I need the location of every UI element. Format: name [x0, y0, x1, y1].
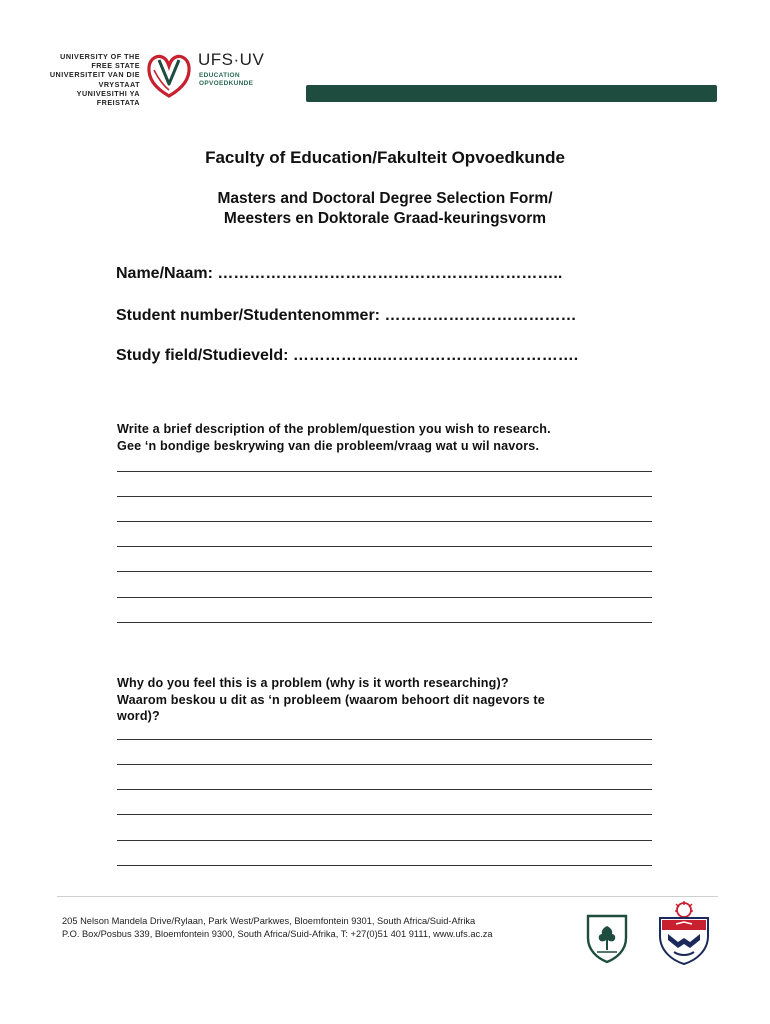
form-title-afrikaans: Meesters en Doktorale Graad-keuringsvorm: [223, 210, 547, 227]
question-2-afrikaans: Waarom beskou u dit as ‘n probleem (waarom behoort dit nagevors te: [117, 692, 545, 707]
question-2-afrikaans-cont: word)?: [117, 709, 160, 723]
university-name-line: UNIVERSITEIT VAN DIE: [49, 70, 140, 80]
answer-line-q2[interactable]: [117, 840, 652, 841]
answer-line-q1[interactable]: [117, 521, 652, 522]
university-name-line: UNIVERSITY OF THE: [60, 52, 140, 61]
brand-subtitle-education: EDUCATION: [199, 72, 240, 79]
question-2: [117, 675, 657, 725]
answer-line-q2[interactable]: [117, 739, 652, 740]
answer-line-q2[interactable]: [117, 814, 652, 815]
university-name-line: FREISTATA: [96, 98, 140, 108]
university-name-line: YUNIVESITHI YA: [76, 88, 140, 98]
university-name: [40, 52, 140, 107]
footer-address-line-2: P.O. Box/Posbus 339, Bloemfontein 9300, South Africa/Suid-Afrika, T: +27(0)51 401 9111, www.ufs.ac.za: [62, 929, 493, 939]
answer-line-q2[interactable]: [117, 764, 652, 765]
question-1-english: Write a brief description of the problem/question you wish to research.: [117, 422, 551, 436]
footer-divider: [57, 896, 718, 897]
university-name-line: VRYSTAAT: [98, 79, 140, 89]
student-number-field[interactable]: Student number/Studentenommer: ………………………………: [116, 307, 577, 324]
answer-line-q1[interactable]: [117, 471, 652, 472]
answer-line-q1[interactable]: [117, 496, 652, 497]
question-1-afrikaans: Gee ‘n bondige beskrywing van die probleem/vraag wat u wil navors.: [117, 438, 540, 453]
answer-line-q1[interactable]: [117, 597, 652, 598]
header-accent-bar: [306, 85, 717, 102]
footer-address-line-1: 205 Nelson Mandela Drive/Rylaan, Park West/Parkwes, Bloemfontein 9301, South Africa/Suid-Afrika: [62, 916, 476, 926]
university-crest-icon: [654, 900, 714, 966]
question-1: [117, 421, 657, 454]
shield-emblem-icon: [584, 912, 630, 964]
faculty-title: Faculty of Education/Fakulteit Opvoedkunde: [205, 148, 565, 167]
answer-line-q1[interactable]: [117, 546, 652, 547]
ufs-logo-icon: [145, 50, 193, 102]
answer-line-q1[interactable]: [117, 622, 652, 623]
answer-line-q1[interactable]: [117, 571, 652, 572]
answer-line-q2[interactable]: [117, 865, 652, 866]
form-title-english: Masters and Doctoral Degree Selection Form/: [217, 190, 553, 207]
brand-subtitle-opvoedkunde: OPVOEDKUNDE: [199, 80, 254, 87]
brand-name: UFS·UV: [198, 50, 265, 69]
name-field[interactable]: Name/Naam: ………………………………………………………..: [116, 265, 563, 282]
question-2-english: Why do you feel this is a problem (why is it worth researching)?: [117, 676, 509, 690]
answer-line-q2[interactable]: [117, 789, 652, 790]
university-name-line: FREE STATE: [91, 61, 140, 71]
study-field-field[interactable]: Study field/Studieveld: ……………..……………………………….: [116, 347, 579, 364]
